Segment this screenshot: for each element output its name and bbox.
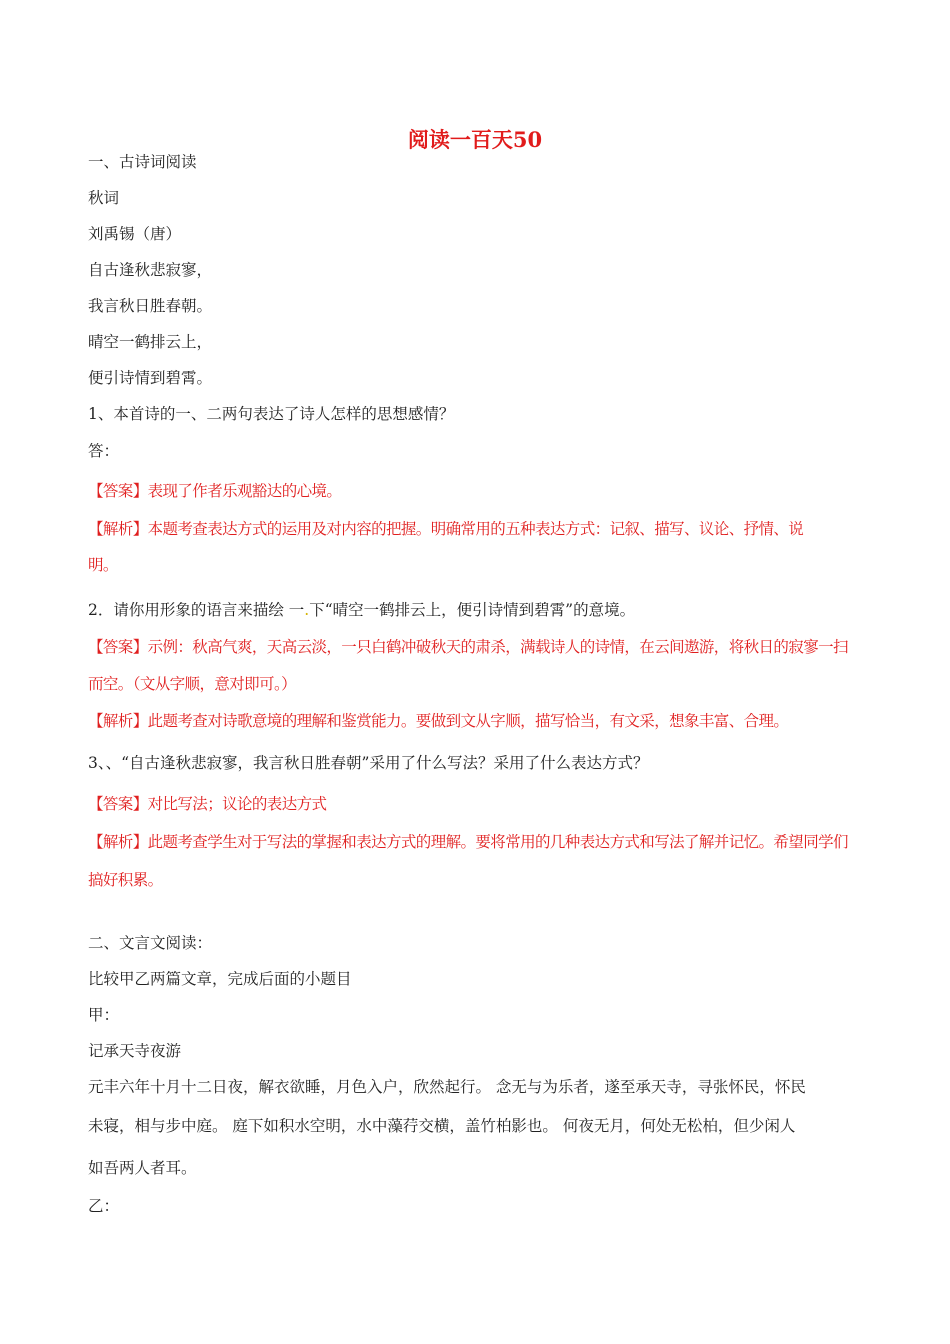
text-jia-line-2: 未寝，相与步中庭。 庭下如积水空明，水中藻荇交横，盖竹柏影也。 何夜无月，何处无松柏，但少闲人: [88, 1117, 796, 1135]
analysis-1-line-2: 明。: [88, 556, 118, 574]
question-1: 1、本首诗的一、二两句表达了诗人怎样的思想感情？: [88, 405, 455, 423]
poem-line: 便引诗情到碧霄。: [88, 369, 213, 387]
analysis-2: 【解析】此题考查对诗歌意境的理解和鉴赏能力。要做到文从字顺，描写恰当，有文采，想象丰富、合理。: [88, 712, 789, 730]
text-jia-line-1: 元丰六年十月十二日夜，解衣欲睡，月色入户，欣然起行。 念无与为乐者，遂至承天寺，寻张怀民，怀民: [88, 1078, 806, 1096]
answer-2-line-2: 而空。（文从字顺，意对即可。）: [88, 675, 297, 693]
text-label-yi: 乙：: [88, 1197, 120, 1215]
question-3: 3、、“自古逢秋悲寂寥，我言秋日胜春朝”采用了什么写法？采用了什么表达方式？: [88, 754, 649, 772]
text-label-jia: 甲：: [88, 1006, 120, 1024]
section-heading: 二、文言文阅读：: [88, 934, 213, 952]
question-2-dot: .: [304, 601, 310, 619]
poem-author: 刘禹锡（唐）: [88, 225, 182, 243]
poem-line: 我言秋日胜春朝。: [88, 297, 213, 315]
answer-prompt: 答：: [88, 442, 120, 460]
question-2-part-b: 下“晴空一鹤排云上，便引诗情到碧霄”的意境。: [309, 601, 636, 619]
poem-title: 秋词: [88, 189, 120, 207]
analysis-3-line-1: 【解析】此题考查学生对于写法的掌握和表达方式的理解。要将常用的几种表达方式和写法了解并记忆。希望同学们: [88, 833, 848, 851]
answer-3: 【答案】对比写法；议论的表达方式: [88, 795, 327, 813]
instruction: 比较甲乙两篇文章，完成后面的小题目: [88, 970, 352, 988]
section-heading: 一、古诗词阅读: [88, 153, 197, 171]
analysis-1-line-1: 【解析】本题考查表达方式的运用及对内容的把握。明确常用的五种表达方式：记叙、描写、议论、抒情、说: [88, 520, 804, 538]
text-jia-line-3: 如吾两人者耳。: [88, 1159, 197, 1177]
text-title-jia: 记承天寺夜游: [88, 1042, 182, 1060]
poem-line: 晴空一鹤排云上，: [88, 333, 213, 351]
answer-1: 【答案】表现了作者乐观豁达的心境。: [88, 482, 342, 500]
answer-2-line-1: 【答案】示例：秋高气爽，天高云淡，一只白鹤冲破秋天的肃杀，满载诗人的诗情，在云间遨游，将秋日的寂寥一扫: [88, 638, 848, 656]
page-title: 阅读一百天50: [407, 127, 543, 152]
question-2: [88, 600, 635, 620]
question-2-part-a: 2．请你用形象的语言来描绘 一: [88, 601, 305, 619]
poem-line: 自古逢秋悲寂寥，: [88, 261, 213, 279]
analysis-3-line-2: 搞好积累。: [88, 871, 163, 889]
